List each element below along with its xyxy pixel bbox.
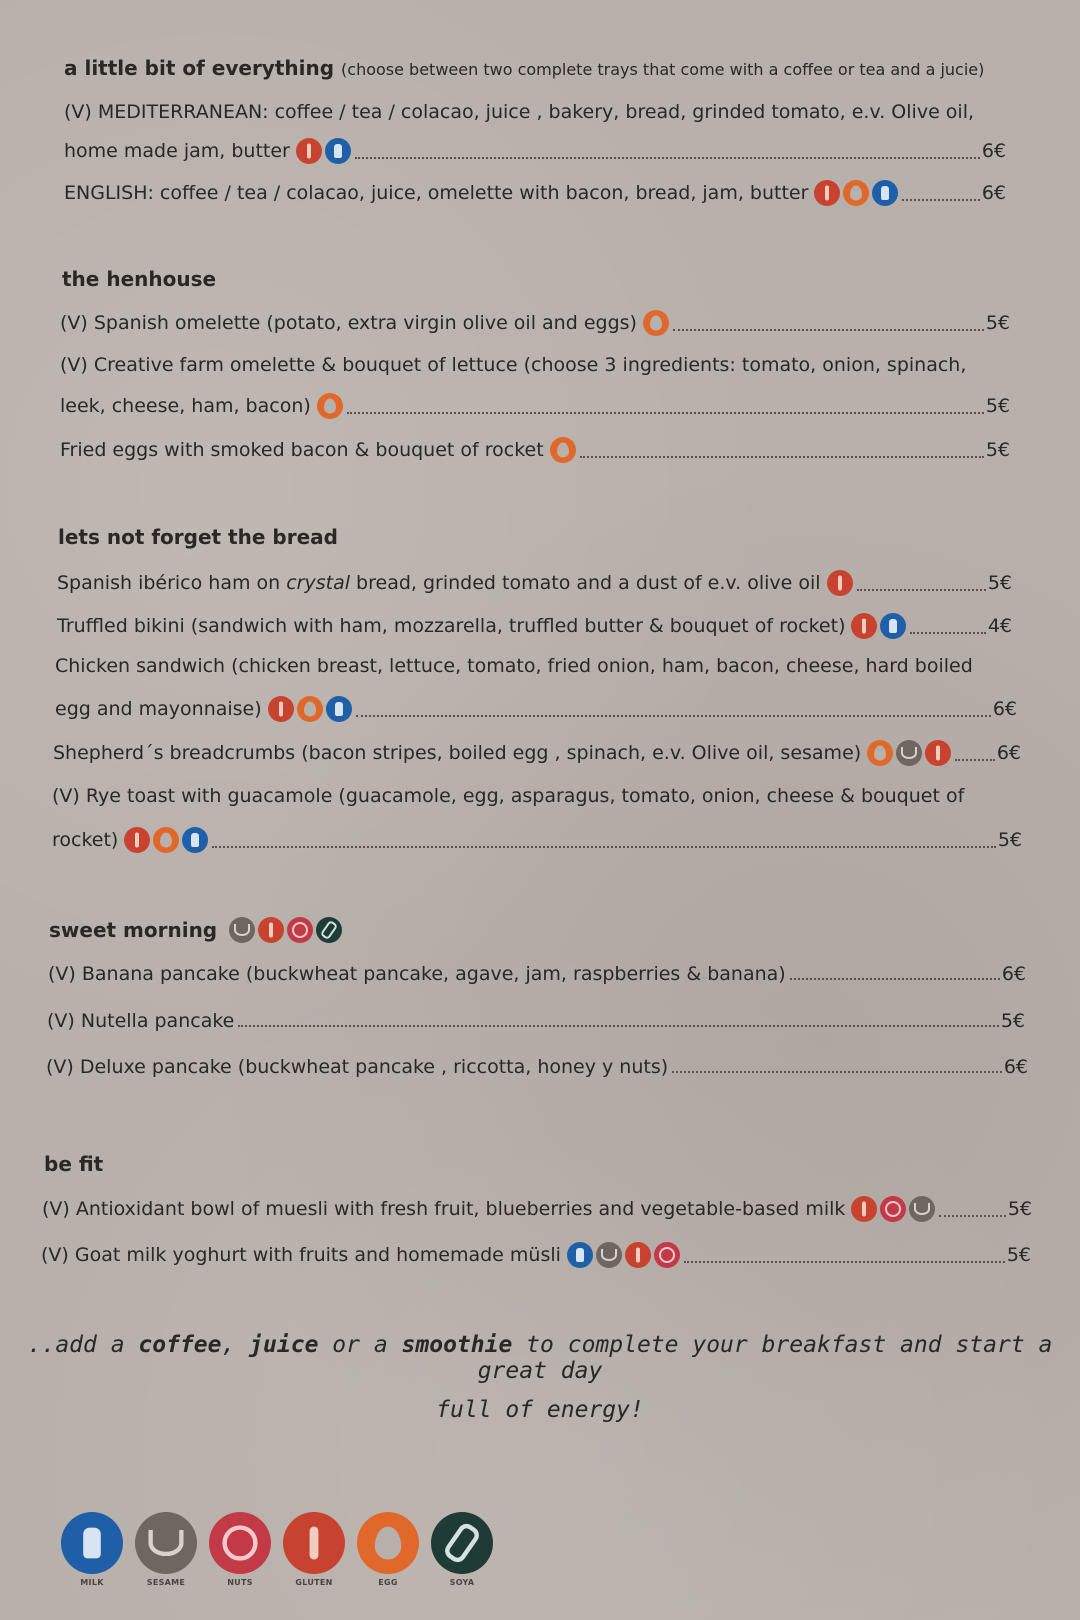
dot-leader [857,589,986,591]
price: 6€ [1001,963,1026,985]
price: 6€ [981,182,1006,204]
section-title [44,1152,103,1176]
legend-item-soya: SOYA [430,1512,494,1587]
menu-item-banana-pancake: (V) Banana pancake (buckwheat pancake, agave, jam, raspberries & banana) 6€ [48,963,1026,985]
menu-item-truffled-bikini: Truffled bikini (sandwich with ham, mozzarella, truffled butter & bouquet of rocket) 4€ [57,615,1012,637]
egg-icon [357,1512,419,1574]
legend-item-gluten: GLUTEN [282,1512,346,1587]
soy-bean-icon [316,917,342,943]
section-title-text: the henhouse [62,267,217,291]
menu-item-creative-omelette: leek, cheese, ham, bacon) 5€ [60,395,1010,417]
price: 5€ [1007,1198,1032,1220]
milk-bottle-icon [880,613,906,639]
wheat-icon [296,138,322,164]
allergen-icons [268,696,352,722]
wheat-icon [827,570,853,596]
egg-icon [867,740,893,766]
wheat-icon [851,1196,877,1222]
price: 5€ [985,395,1010,417]
price: 5€ [1000,1010,1025,1032]
closing-line-1: ..add a coffee, juice or a smoothie to complete your breakfast and start a great day [27,1332,1053,1384]
legend-item-nuts: NUTS [208,1512,272,1587]
menu-item-nutella-pancake: (V) Nutella pancake 5€ [47,1010,1025,1032]
menu-item-chicken-sandwich-line1: Chicken sandwich (chicken breast, lettuce, tomato, fried onion, ham, bacon, cheese, hard boiled [55,655,973,677]
allergen-legend [60,1512,494,1587]
wheat-icon [283,1512,345,1574]
section-title-text: be fit [44,1152,104,1176]
allergen-icons [827,570,853,596]
sesame-leaf-icon [229,917,255,943]
price: 5€ [985,312,1010,334]
menu-item-shepherds-breadcrumbs: Shepherd´s breadcrumbs (bacon stripes, boiled egg , spinach, e.v. Olive oil, sesame) 6€ [53,742,1021,764]
dot-leader [910,632,985,634]
allergen-icons [550,437,576,463]
egg-icon [643,310,669,336]
wheat-icon [625,1242,651,1268]
dot-leader [347,412,984,414]
menu-item-mediterranean: home made jam, butter 6€ [64,140,1006,162]
price: 6€ [981,140,1006,162]
section-title [62,267,216,291]
egg-icon [843,180,869,206]
section-title-text: lets not forget the bread [58,525,338,549]
wheat-icon [814,180,840,206]
allergen-icons [851,613,906,639]
section-title [49,917,342,943]
nuts-icon [209,1512,271,1574]
egg-icon [153,827,179,853]
price: 5€ [997,829,1022,851]
price: 5€ [985,439,1010,461]
sesame-leaf-icon [596,1242,622,1268]
menu-item-rye-toast: rocket) 5€ [52,829,1022,851]
price: 4€ [987,615,1012,637]
nuts-icon [654,1242,680,1268]
dot-leader [212,846,995,848]
allergen-icons [567,1242,680,1268]
section-title-text: sweet morning [49,918,218,942]
dot-leader [955,759,995,761]
soy-bean-icon [431,1512,493,1574]
allergen-icons [124,827,208,853]
legend-item-sesame: SESAME [134,1512,198,1587]
allergen-icons [643,310,669,336]
milk-bottle-icon [325,138,351,164]
milk-bottle-icon [567,1242,593,1268]
allergen-icons [229,917,342,943]
menu-item-creative-omelette-line1: (V) Creative farm omelette & bouquet of lettuce (choose 3 ingredients: tomato, onion, spinach, [60,354,967,376]
wheat-icon [851,613,877,639]
dot-leader [684,1261,1005,1263]
allergen-icons [867,740,951,766]
milk-bottle-icon [182,827,208,853]
milk-bottle-icon [61,1512,123,1574]
section-title-text: a little bit of everything [64,56,335,80]
menu-item-mediterranean-line1: (V) MEDITERRANEAN: coffee / tea / colacao, juice , bakery, bread, grinded tomato, e.v. Olive oil, [64,101,975,123]
wheat-icon [268,696,294,722]
allergen-icons [296,138,351,164]
section-title [64,56,984,80]
dot-leader [238,1025,998,1027]
legend-item-egg: EGG [356,1512,420,1587]
sesame-leaf-icon [135,1512,197,1574]
legend-item-milk: MILK [60,1512,124,1587]
sesame-leaf-icon [896,740,922,766]
section-title [58,525,338,549]
milk-bottle-icon [326,696,352,722]
menu-item-deluxe-pancake: (V) Deluxe pancake (buckwheat pancake , riccotta, honey y nuts) 6€ [46,1056,1028,1078]
closing-line-2: full of energy! [436,1397,644,1423]
dot-leader [902,199,979,201]
sesame-leaf-icon [909,1196,935,1222]
dot-leader [580,456,984,458]
menu-item-rye-toast-line1: (V) Rye toast with guacamole (guacamole, egg, asparagus, tomato, onion, cheese & bouquet of [52,785,965,807]
menu-item-fried-eggs: Fried eggs with smoked bacon & bouquet of rocket 5€ [60,439,1010,461]
dot-leader [356,715,991,717]
menu-item-muesli-bowl: (V) Antioxidant bowl of muesli with fresh fruit, blueberries and vegetable-based milk 5€ [42,1198,1032,1220]
allergen-icons [814,180,898,206]
menu-item-english: ENGLISH: coffee / tea / colacao, juice, omelette with bacon, bread, jam, butter 6€ [64,182,1006,204]
wheat-icon [925,740,951,766]
allergen-icons [317,393,343,419]
price: 5€ [1006,1244,1031,1266]
dot-leader [672,1071,1002,1073]
menu-item-iberico-ham: Spanish ibérico ham on crystal bread, grinded tomato and a dust of e.v. olive oil 5€ [57,572,1012,594]
egg-icon [550,437,576,463]
nuts-icon [880,1196,906,1222]
wheat-icon [258,917,284,943]
dot-leader [355,157,980,159]
menu-item-chicken-sandwich: egg and mayonnaise) 6€ [55,698,1017,720]
price: 5€ [987,572,1012,594]
allergen-icons [851,1196,935,1222]
milk-bottle-icon [872,180,898,206]
section-note: (choose between two complete trays that come with a coffee or tea and a jucie) [341,60,985,79]
price: 6€ [1003,1056,1028,1078]
dot-leader [939,1215,1005,1217]
price: 6€ [996,742,1021,764]
egg-icon [297,696,323,722]
nuts-icon [287,917,313,943]
price: 6€ [992,698,1017,720]
egg-icon [317,393,343,419]
menu-item-spanish-omelette: (V) Spanish omelette (potato, extra virgin olive oil and eggs) 5€ [60,312,1010,334]
menu-item-goat-yoghurt: (V) Goat milk yoghurt with fruits and homemade müsli 5€ [41,1244,1031,1266]
dot-leader [790,978,1000,980]
dot-leader [673,329,984,331]
wheat-icon [124,827,150,853]
